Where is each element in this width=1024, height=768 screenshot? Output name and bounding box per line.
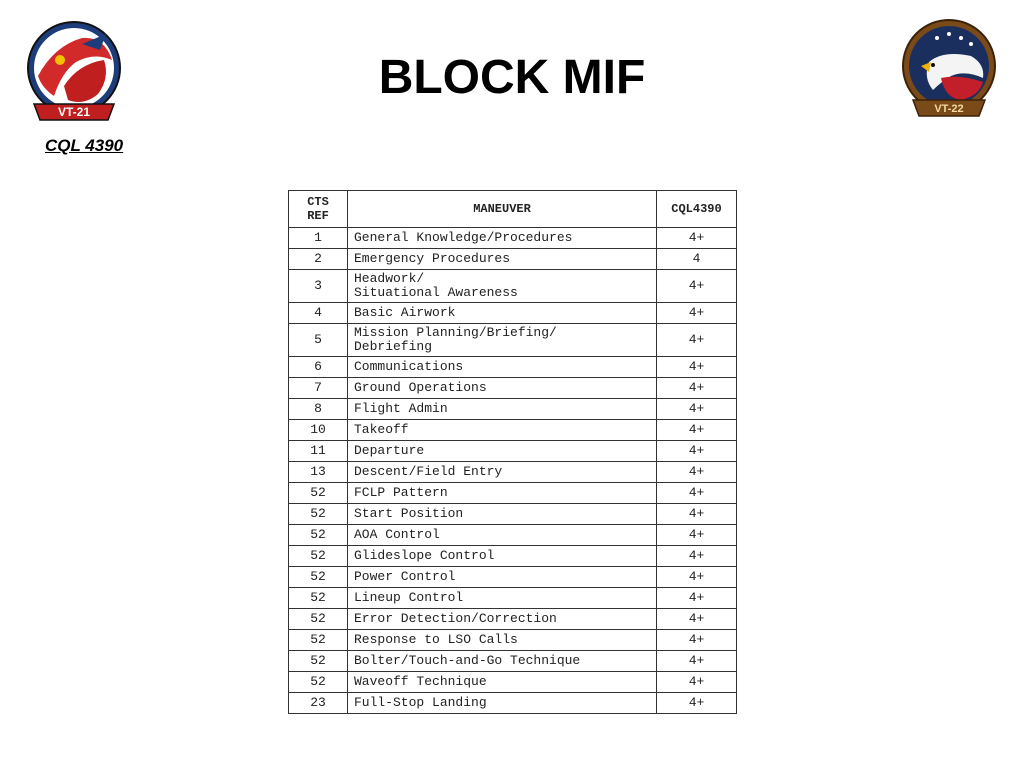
cts-ref-cell: 23 (289, 693, 348, 714)
table-row (289, 249, 737, 270)
maneuver-cell: Takeoff (348, 420, 657, 441)
cts-ref-cell: 2 (289, 249, 348, 270)
cts-ref-cell: 6 (289, 357, 348, 378)
cql-grade-cell: 4+ (657, 303, 737, 324)
maneuver-cell: Ground Operations (348, 378, 657, 399)
cql-grade-cell: 4+ (657, 441, 737, 462)
cts-ref-cell: 52 (289, 546, 348, 567)
cql-grade-cell: 4+ (657, 324, 737, 357)
cts-ref-cell: 52 (289, 567, 348, 588)
cql-grade-cell: 4+ (657, 462, 737, 483)
maneuver-cell: Bolter/Touch-and-Go Technique (348, 651, 657, 672)
table-row (289, 567, 737, 588)
cql-grade-cell: 4+ (657, 504, 737, 525)
maneuver-cell: Headwork/ Situational Awareness (348, 270, 657, 303)
cql-grade-cell: 4+ (657, 420, 737, 441)
cts-ref-cell: 13 (289, 462, 348, 483)
maneuver-cell: Full-Stop Landing (348, 693, 657, 714)
table-row (289, 525, 737, 546)
course-code-label: CQL 4390 (45, 136, 124, 155)
cts-ref-cell: 10 (289, 420, 348, 441)
cts-ref-cell: 7 (289, 378, 348, 399)
maneuver-cell: Departure (348, 441, 657, 462)
cts-ref-cell: 11 (289, 441, 348, 462)
cql-grade-cell: 4+ (657, 399, 737, 420)
cql-grade-cell: 4+ (657, 672, 737, 693)
maneuver-cell: Start Position (348, 504, 657, 525)
cql-grade-cell: 4+ (657, 483, 737, 504)
cql-grade-cell: 4+ (657, 693, 737, 714)
cts-ref-cell: 52 (289, 483, 348, 504)
cql-grade-cell: 4+ (657, 270, 737, 303)
maneuver-cell: General Knowledge/Procedures (348, 228, 657, 249)
maneuver-cell: Power Control (348, 567, 657, 588)
cts-ref-cell: 52 (289, 651, 348, 672)
table-body (289, 228, 737, 714)
table-row (289, 378, 737, 399)
cts-ref-cell: 3 (289, 270, 348, 303)
cql-grade-cell: 4+ (657, 651, 737, 672)
maneuver-cell: Basic Airwork (348, 303, 657, 324)
cts-ref-cell: 52 (289, 504, 348, 525)
block-mif-table (288, 190, 737, 714)
cts-ref-cell: 52 (289, 672, 348, 693)
cts-ref-cell: 1 (289, 228, 348, 249)
maneuver-cell: Waveoff Technique (348, 672, 657, 693)
maneuver-cell: Emergency Procedures (348, 249, 657, 270)
cts-ref-cell: 52 (289, 609, 348, 630)
maneuver-cell: Communications (348, 357, 657, 378)
cql-grade-cell: 4+ (657, 546, 737, 567)
maneuver-cell: Response to LSO Calls (348, 630, 657, 651)
cql-grade-cell: 4+ (657, 378, 737, 399)
cts-ref-cell: 52 (289, 588, 348, 609)
maneuver-cell: AOA Control (348, 525, 657, 546)
table-row (289, 483, 737, 504)
maneuver-cell: Glideslope Control (348, 546, 657, 567)
table-row (289, 324, 737, 357)
cql-grade-cell: 4+ (657, 525, 737, 546)
maneuver-cell: Descent/Field Entry (348, 462, 657, 483)
table-row (289, 588, 737, 609)
header-cts-ref: CTS REF (289, 191, 348, 228)
cts-ref-cell: 4 (289, 303, 348, 324)
vt21-logo-text: VT-21 (57, 105, 91, 119)
maneuver-cell: Lineup Control (348, 588, 657, 609)
cts-ref-cell: 5 (289, 324, 348, 357)
table-row (289, 462, 737, 483)
maneuver-cell: Mission Planning/Briefing/ Debriefing (348, 324, 657, 357)
cql-grade-cell: 4+ (657, 567, 737, 588)
cts-ref-cell: 52 (289, 525, 348, 546)
table-row (289, 672, 737, 693)
cql-grade-cell: 4+ (657, 588, 737, 609)
table-row (289, 546, 737, 567)
header-maneuver: MANEUVER (348, 191, 657, 228)
maneuver-cell: Flight Admin (348, 399, 657, 420)
cql-grade-cell: 4+ (657, 357, 737, 378)
maneuver-cell: Error Detection/Correction (348, 609, 657, 630)
table-row (289, 303, 737, 324)
cql-grade-cell: 4+ (657, 228, 737, 249)
cql-grade-cell: 4+ (657, 609, 737, 630)
table-row (289, 357, 737, 378)
table-row (289, 504, 737, 525)
cts-ref-cell: 52 (289, 630, 348, 651)
table-row (289, 609, 737, 630)
table-row (289, 441, 737, 462)
table-row (289, 270, 737, 303)
cql-grade-cell: 4 (657, 249, 737, 270)
table-row (289, 651, 737, 672)
table-row (289, 228, 737, 249)
cts-ref-cell: 8 (289, 399, 348, 420)
header-cql: CQL4390 (657, 191, 737, 228)
page-title: BLOCK MIF (378, 51, 646, 104)
vt22-logo-text: VT-22 (934, 103, 964, 115)
cql-grade-cell: 4+ (657, 630, 737, 651)
table-header-row (289, 191, 737, 228)
table-row (289, 420, 737, 441)
maneuver-cell: FCLP Pattern (348, 483, 657, 504)
table-row (289, 693, 737, 714)
table-row (289, 399, 737, 420)
table-row (289, 630, 737, 651)
